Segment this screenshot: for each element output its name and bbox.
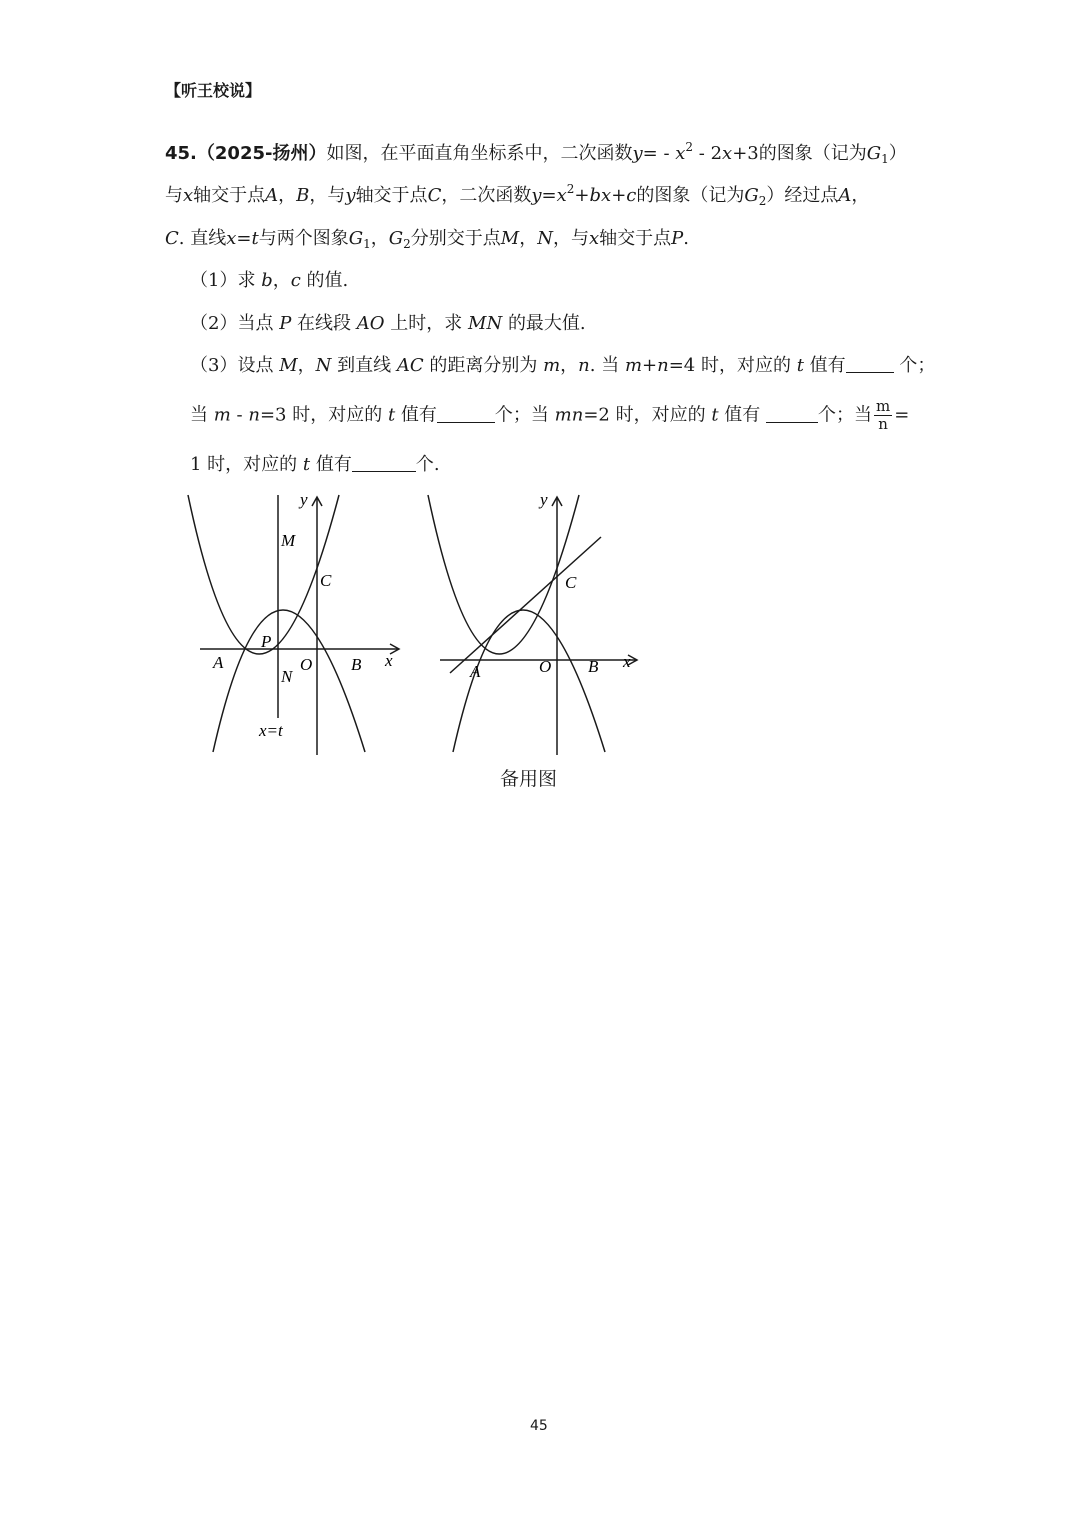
question-text: ，与 [552, 228, 589, 249]
label-B: B [351, 655, 362, 674]
question-text: =4 时，对应的 [668, 355, 791, 376]
question-text: ） [888, 143, 907, 164]
question-text: 值有 [400, 404, 437, 426]
formula-op: = [541, 185, 557, 206]
figure-caption: 备用图 [500, 768, 558, 790]
answer-blank[interactable] [766, 404, 818, 423]
graph-label: G [348, 228, 364, 249]
label-x: x [623, 652, 631, 671]
question-text: ， [370, 228, 389, 249]
question-text: 1 时，对应的 [190, 454, 298, 475]
point-label: C [165, 228, 179, 249]
label-P: P [261, 632, 272, 651]
formula-var: t [251, 228, 259, 249]
question-text: . 当 [589, 355, 620, 376]
formula-op: = - [642, 143, 676, 164]
page-number: 45 [530, 1418, 548, 1434]
label-O: O [539, 657, 552, 676]
question-text: 的距离分别为 [429, 355, 538, 376]
label-B: B [588, 657, 599, 676]
question-text: . [683, 228, 689, 249]
formula-var: y [345, 185, 356, 206]
question-line-2 [165, 183, 869, 209]
formula-var: x [722, 143, 733, 164]
label-A: A [470, 662, 481, 681]
label-M: M [281, 531, 296, 550]
question-text: ， [519, 228, 538, 249]
question-text: 如图，在平面直角坐标系中，二次函数 [326, 143, 633, 164]
formula-exponent: 2 [685, 140, 694, 154]
part-1 [190, 268, 348, 294]
formula-var: m+n [624, 355, 669, 376]
graph-subscript: 1 [881, 152, 889, 166]
question-number: 45. [165, 143, 197, 164]
question-text: . 直线 [178, 228, 227, 249]
question-text: 的值. [306, 270, 349, 291]
label-N: N [281, 667, 293, 686]
question-line-1 [165, 141, 907, 167]
point-label: A [838, 185, 852, 206]
question-text: ， [851, 185, 870, 206]
formula-op: + [574, 185, 590, 206]
question-text: ， [560, 355, 579, 376]
point-label: C [427, 185, 442, 206]
label-y: y [540, 490, 548, 509]
formula-op: - 2 [693, 143, 723, 164]
graph-subscript: 2 [403, 237, 411, 251]
question-text: 上时，求 [390, 313, 463, 334]
formula-var: t [302, 454, 311, 475]
formula-var: bx [589, 185, 612, 206]
graph-label: G [744, 185, 759, 206]
part-3-line-2 [190, 398, 909, 433]
question-text: 值有 [809, 355, 846, 376]
formula-op: +3 [732, 143, 759, 164]
formula-var: t [387, 404, 396, 426]
fraction-m-over-n [874, 398, 892, 433]
part-label: （1）求 [190, 270, 256, 291]
part-label: （2）当点 [190, 313, 274, 334]
question-text: 轴交于点 [355, 185, 428, 206]
point-label: P [671, 228, 684, 249]
question-text: 个； [899, 355, 936, 376]
question-text: 的图象（记为 [636, 185, 745, 206]
formula-var: m [543, 355, 561, 376]
point-label: M [279, 355, 298, 376]
question-text: ）经过点 [766, 185, 839, 206]
point-label: N [315, 355, 332, 376]
figure-1 [180, 490, 410, 760]
formula-var: n [248, 404, 260, 426]
segment-label: AO [356, 313, 385, 334]
question-text: 分别交于点 [410, 228, 501, 249]
question-text: ，与 [309, 185, 346, 206]
question-text: 值有 [315, 454, 352, 475]
label-y: y [300, 490, 308, 509]
question-text: 轴交于点 [193, 185, 266, 206]
question-text: ，二次函数 [441, 185, 532, 206]
point-label: M [500, 228, 520, 249]
formula-var: t [711, 404, 719, 426]
question-text: ， [272, 270, 291, 291]
formula-var: x [675, 143, 686, 164]
formula-var: y [632, 143, 643, 164]
part-3-line-1 [190, 353, 935, 379]
formula-var: b [261, 270, 273, 291]
header-title: 【听王校说】 [165, 81, 262, 100]
formula-var: x [588, 228, 600, 249]
label-x-equals-t: x=t [259, 721, 283, 740]
part-2 [190, 311, 586, 337]
point-label: A [265, 185, 279, 206]
graph-subscript: 2 [758, 194, 767, 208]
answer-blank[interactable] [437, 404, 495, 423]
question-text: 到直线 [337, 355, 392, 376]
question-text: 的最大值. [507, 313, 586, 334]
label-A: A [213, 653, 224, 672]
question-text: 在线段 [297, 313, 352, 334]
formula-var: t [796, 355, 804, 376]
segment-label: AC [396, 355, 424, 376]
formula-op: = [894, 404, 910, 426]
formula-var: x [183, 185, 194, 206]
label-x: x [385, 651, 393, 670]
formula-op: = [236, 228, 252, 249]
label-C: C [565, 573, 577, 592]
formula-var: y [531, 185, 542, 206]
question-text: =2 时，对应的 [583, 404, 706, 426]
question-source: （2025-扬州） [196, 143, 327, 164]
point-label: N [537, 228, 553, 249]
formula-var: m [213, 404, 231, 426]
fraction-denominator: n [878, 415, 888, 433]
figure-2-backup [420, 490, 650, 760]
question-text: ， [297, 355, 316, 376]
question-text: 的图象（记为 [758, 143, 867, 164]
graph-label: G [866, 143, 882, 164]
question-text: ， [278, 185, 297, 206]
question-text: 个；当 [494, 404, 549, 426]
part-3-line-3 [190, 452, 440, 478]
formula-var: c [626, 185, 637, 206]
question-text: 与 [165, 185, 183, 206]
answer-blank[interactable] [846, 354, 894, 373]
point-label: P [279, 313, 292, 334]
formula-var: x [556, 185, 567, 206]
label-O: O [300, 655, 313, 674]
question-text: =3 时，对应的 [259, 404, 383, 426]
graph-label: G [388, 228, 404, 249]
question-text: 个. [415, 454, 440, 475]
question-line-3 [165, 226, 689, 252]
answer-blank[interactable] [352, 453, 416, 472]
formula-var: mn [554, 404, 584, 426]
question-text: 当 [190, 404, 208, 426]
segment-label: MN [468, 313, 503, 334]
question-text: 与两个图象 [258, 228, 349, 249]
formula-var: n [578, 355, 590, 376]
line-AC [450, 537, 601, 673]
question-text: 个；当 [818, 404, 873, 426]
formula-exponent: 2 [566, 182, 575, 196]
graph-subscript: 1 [363, 237, 371, 251]
part-label: （3）设点 [190, 355, 274, 376]
formula-var: x [226, 228, 237, 249]
formula-op: - [230, 404, 249, 426]
fraction-numerator: m [876, 397, 891, 415]
question-text: 轴交于点 [599, 228, 672, 249]
formula-var: c [290, 270, 301, 291]
question-text: 值有 [724, 404, 761, 426]
label-C: C [320, 571, 332, 590]
point-label: B [296, 185, 310, 206]
formula-op: + [611, 185, 627, 206]
